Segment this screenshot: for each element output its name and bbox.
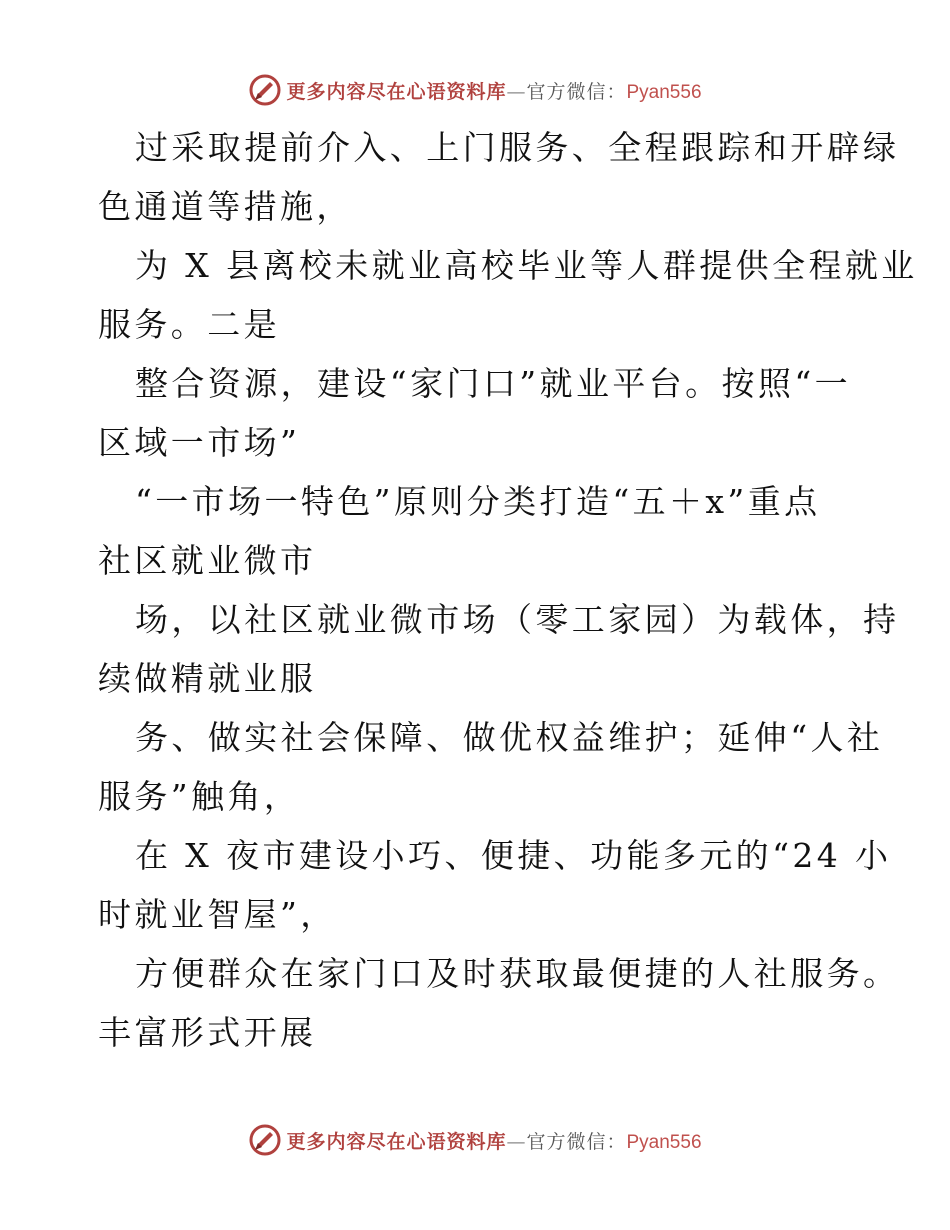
paragraph-2 — [98, 236, 918, 354]
paragraph-line: 方便群众在家门口及时获取最便捷的人社服务。 — [135, 954, 900, 993]
footer-wechat-id: Pyan556 — [626, 1131, 702, 1153]
footer-text — [286, 1127, 701, 1154]
paragraph-line: 丰富形式开展 — [98, 1013, 317, 1052]
paragraph-line: 区域一市场” — [98, 423, 301, 462]
paragraph-8 — [98, 944, 900, 1062]
header-wechat-id: Pyan556 — [626, 81, 702, 103]
paragraph-line: 务、做实社会保障、做优权益维护；延伸“人社 — [135, 718, 884, 757]
header-banner — [0, 70, 950, 110]
header-text — [286, 77, 701, 104]
paragraph-line: 整合资源，建设“家门口”就业平台。按照“一 — [135, 364, 852, 403]
paragraph-6 — [98, 708, 884, 826]
document-body — [98, 118, 918, 1062]
paragraph-line: 续做精就业服 — [98, 659, 317, 698]
paragraph-line: “一市场一特色”原则分类打造“五＋x”重点 — [135, 482, 821, 521]
footer-banner — [0, 1120, 950, 1160]
footer-title: 更多内容尽在心语资料库 — [286, 1130, 507, 1153]
paragraph-line: 服务”触角， — [98, 777, 301, 816]
header-wechat-label: 官方微信： — [526, 80, 627, 103]
footer-wechat-label: 官方微信： — [526, 1130, 627, 1153]
paragraph-5 — [98, 590, 900, 708]
paragraph-line: 场，以社区就业微市场（零工家园）为载体，持 — [135, 600, 900, 639]
paragraph-3 — [98, 354, 858, 472]
footer-separator: — — [506, 1130, 527, 1153]
logo-icon — [248, 1123, 282, 1157]
paragraph-line: 为 X 县离校未就业高校毕业等人群提供全程就业 — [135, 246, 918, 285]
paragraph-4 — [98, 472, 858, 590]
paragraph-line: 过采取提前介入、上门服务、全程跟踪和开辟绿 — [135, 128, 900, 167]
paragraph-line: 服务。二是 — [98, 305, 280, 344]
paragraph-line: 社区就业微市 — [98, 541, 317, 580]
logo-icon — [248, 73, 282, 107]
paragraph-line: 色通道等措施， — [98, 187, 353, 226]
header-separator: — — [506, 80, 527, 103]
paragraph-7 — [98, 826, 892, 944]
paragraph-line: 在 X 夜市建设小巧、便捷、功能多元的“24 小 — [135, 836, 892, 875]
paragraph-line: 时就业智屋”， — [98, 895, 337, 934]
header-title: 更多内容尽在心语资料库 — [286, 80, 507, 103]
paragraph-1 — [98, 118, 900, 236]
